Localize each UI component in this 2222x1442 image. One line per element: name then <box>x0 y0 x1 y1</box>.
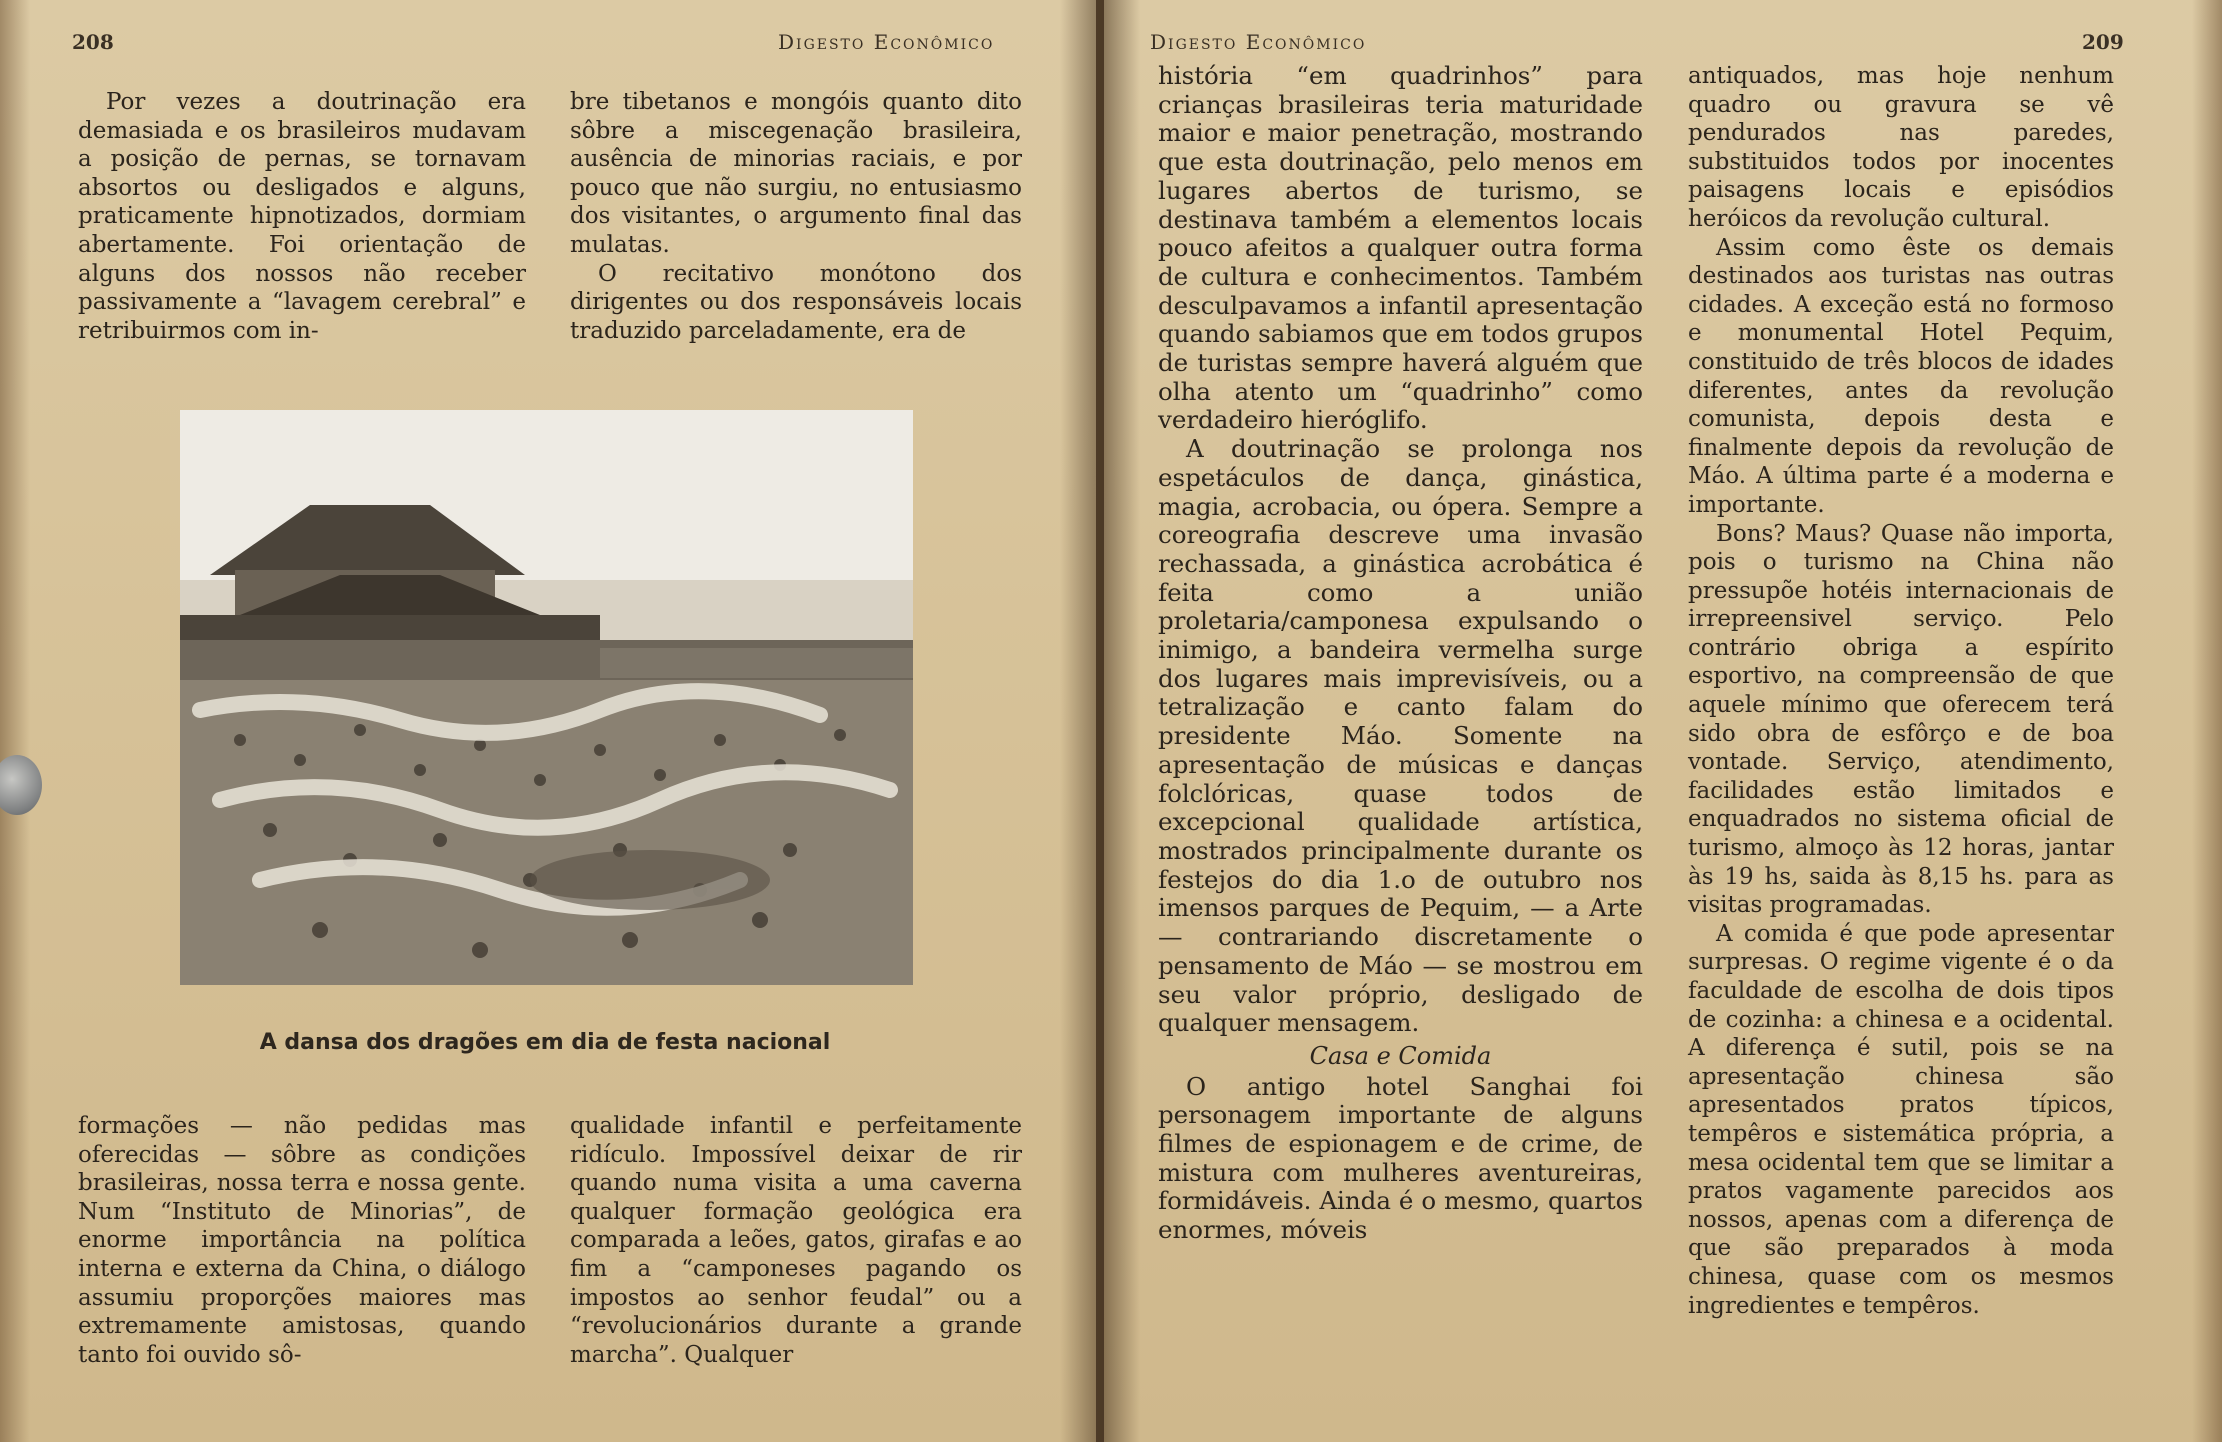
paragraph: qualidade infantil e perfeitamente ridículo. Impossível deixar de rir quando numa visita a uma caverna qualquer formação geológica era comparada a leões, gatos, girafas e ao fim a “camponeses pagando os impostos ao senhor feudal” ou a “revolucionários durante a grande marcha”. Qualquer <box>570 1113 1022 1368</box>
left-col1-bottom <box>78 1112 526 1369</box>
left-col2-top <box>570 88 1022 345</box>
photo-caption: A dansa dos dragões em dia de festa nacional <box>259 1030 831 1055</box>
paragraph: Por vezes a doutrinação era demasiada e os brasileiros mudavam a posição de pernas, se tornavam absortos ou desligados e alguns, praticamente hipnotizados, dormiam abertamente. Foi orientação de alguns dos nossos não receber passivamente a “lavagem cerebral” e retribuirmos com in- <box>78 89 526 344</box>
right-col2 <box>1688 62 2114 1320</box>
running-head-left: Digesto Econômico <box>778 30 995 54</box>
paragraph: Bons? Maus? Quase não importa, pois o turismo na China não pressupõe hotéis internacionais de irrepreensivel serviço. Pelo contrário obriga a espírito esportivo, na compreensão de que aquele mínimo que oferecem terá sido obra de esfôrço e de boa vontade. Serviço, atendimento, facilidades estão limitados e enquadrados no sistema oficial de turismo, almoço às 12 horas, jantar às 19 hs, saida às 8,15 hs. para as visitas programadas. <box>1688 520 2114 919</box>
left-col2-bottom <box>570 1112 1022 1369</box>
paragraph: A doutrinação se prolonga nos espetáculos de dança, ginástica, magia, acrobacia, ou ópera. Sempre a coreografia descreve uma invasão rechassada, a ginástica acrobática é feita como a união proletaria/camponesa expulsando o inimigo, a bandeira vermelha surge dos lugares mais imprevisíveis, ou a tetralização e canto falam do presidente Máo. Somente na apresentação de músicas e danças folclóricas, quase todos de excepcional qualidade artística, mostrados principalmente durante os festejos do dia 1.o de outubro nos imensos parques de Pequim, — a Arte — contrariando discretamente o pensamento de Máo — se mostrou em seu valor próprio, desligado de qualquer mensagem. <box>1158 434 1643 1038</box>
page-number-left: 208 <box>72 30 114 54</box>
section-heading: Casa e Comida <box>1309 1041 1492 1070</box>
paragraph: formações — não pedidas mas oferecidas — sôbre as condições brasileiras, nossa terra e nossa gente. Num “Instituto de Minorias”, de enorme importância na política interna e externa da China, o diálogo assumiu proporções maiores mas extremamente amistosas, quando tanto foi ouvido sô- <box>78 1113 526 1368</box>
left-col1-top <box>78 88 526 345</box>
paragraph: O antigo hotel Sanghai foi personagem importante de alguns filmes de espionagem e de crime, de mistura com mulheres aventureiras, formidáveis. Ainda é o mesmo, quartos enormes, móveis <box>1158 1071 1643 1245</box>
paragraph: bre tibetanos e mongóis quanto dito sôbre a miscegenação brasileira, ausência de minorias raciais, e por pouco que não surgiu, no entusiasmo dos visitantes, o argumento final das mulatas. <box>570 89 1022 258</box>
page-edge-shadow <box>0 0 30 1442</box>
paragraph: Assim como êste os demais destinados aos turistas nas outras cidades. A exceção está no formoso e monumental Hotel Pequim, constituido de três blocos de idades diferentes, antes da revolução comunista, depois desta e finalmente depois da revolução de Máo. A última parte é a moderna e importante. <box>1688 234 2114 518</box>
right-col1 <box>1158 62 1643 1245</box>
left-page <box>0 0 1096 1442</box>
running-head-right: Digesto Econômico <box>1150 30 1367 54</box>
page-number-right: 209 <box>2082 30 2124 54</box>
right-page <box>1104 0 2222 1442</box>
paragraph: antiquados, mas hoje nenhum quadro ou gravura se vê pendurados nas paredes, substituidos todos por inocentes paisagens locais e episódios heróicos da revolução cultural. <box>1688 63 2114 232</box>
paragraph: A comida é que pode apresentar surpresas. O regime vigente é o da faculdade de escolha de dois tipos de cozinha: a chinesa e a ocidental. A diferença é sutil, pois se na apresentação chinesa são apresentados pratos típicos, tempêros e sistemática própria, a mesa ocidental tem que se limitar a pratos vagamente parecidos aos nossos, apenas com a diferença de que são preparados à moda chinesa, quase com os mesmos ingredientes e tempêros. <box>1688 920 2114 1319</box>
coin-object <box>0 755 42 815</box>
page-edge-shadow <box>2192 0 2222 1442</box>
dragon-dance-photo <box>180 410 913 985</box>
paragraph: O recitativo monótono dos dirigentes ou dos responsáveis locais traduzido parceladamente, era de <box>570 260 1022 344</box>
paragraph: história “em quadrinhos” para crianças brasileiras teria maturidade maior e maior penetração, mostrando que esta doutrinação, pelo menos em lugares abertos de turismo, se destinava também a elementos locais pouco afeitos a qualquer outra forma de cultura e conhecimentos. Também desculpavamos a infantil apresentação quando sabiamos que em todos grupos de turistas sempre haverá alguém que olha atento um “quadrinho” como verdadeiro hieróglifo. <box>1158 61 1643 435</box>
photo-illustration <box>180 410 913 985</box>
